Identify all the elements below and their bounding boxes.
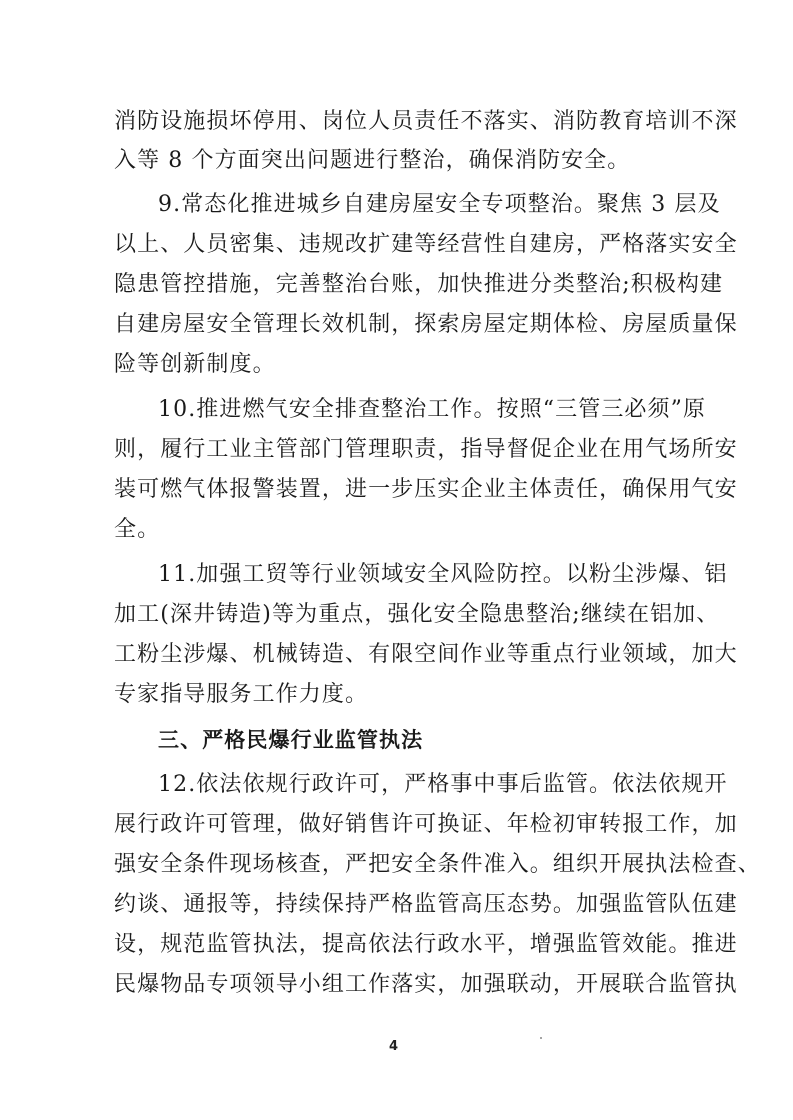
scan-speck	[540, 1037, 542, 1039]
text-line: 自建房屋安全管理长效机制，探索房屋定期体检、房屋质量保	[114, 312, 738, 337]
paragraph-12-title: 12.依法依规行政许可，严格事中事后监管。依法依规开	[158, 772, 728, 797]
text-line: 设，规范监管执法，提高依法行政水平，增强监管效能。推进	[114, 932, 738, 957]
text-line: 工粉尘涉爆、机械铸造、有限空间作业等重点行业领域，加大	[114, 642, 738, 667]
paragraph-9-title: 9.常态化推进城乡自建房屋安全专项整治。聚焦 3 层及	[158, 192, 721, 217]
text-line: 以上、人员密集、违规改扩建等经营性自建房，严格落实安全	[114, 232, 738, 257]
text-line: 隐患管控措施，完善整治台账，加快推进分类整治;积极构建	[114, 272, 724, 297]
text-line: 民爆物品专项领导小组工作落实，加强联动，开展联合监管执	[114, 972, 738, 997]
text-line: 装可燃气体报警装置，进一步压实企业主体责任，确保用气安	[114, 477, 738, 502]
section-heading: 三、严格民爆行业监管执法	[158, 728, 424, 752]
text-line: 展行政许可管理，做好销售许可换证、年检初审转报工作，加	[114, 812, 738, 837]
text-line: 约谈、通报等，持续保持严格监管高压态势。加强监管队伍建	[114, 892, 738, 917]
text-line: 专家指导服务工作力度。	[114, 682, 369, 707]
page-number: 4	[389, 1039, 399, 1054]
paragraph-10-title: 10.推进燃气安全排查整治工作。按照“三管三必须”原	[158, 397, 707, 422]
text-line: 全。	[114, 517, 161, 542]
text-line: 强安全条件现场核查，严把安全条件准入。组织开展执法检查、	[114, 852, 761, 877]
text-line: 入等 8 个方面突出问题进行整治，确保消防安全。	[114, 148, 631, 173]
paragraph-11-title: 11.加强工贸等行业领域安全风险防控。以粉尘涉爆、铝	[158, 562, 728, 587]
text-line: 则，履行工业主管部门管理职责，指导督促企业在用气场所安	[114, 437, 738, 462]
text-line: 险等创新制度。	[114, 352, 276, 377]
text-line: 加工(深井铸造)等为重点，强化安全隐患整治;继续在铝加、	[114, 602, 720, 627]
text-line: 消防设施损坏停用、岗位人员责任不落实、消防教育培训不深	[114, 109, 738, 134]
